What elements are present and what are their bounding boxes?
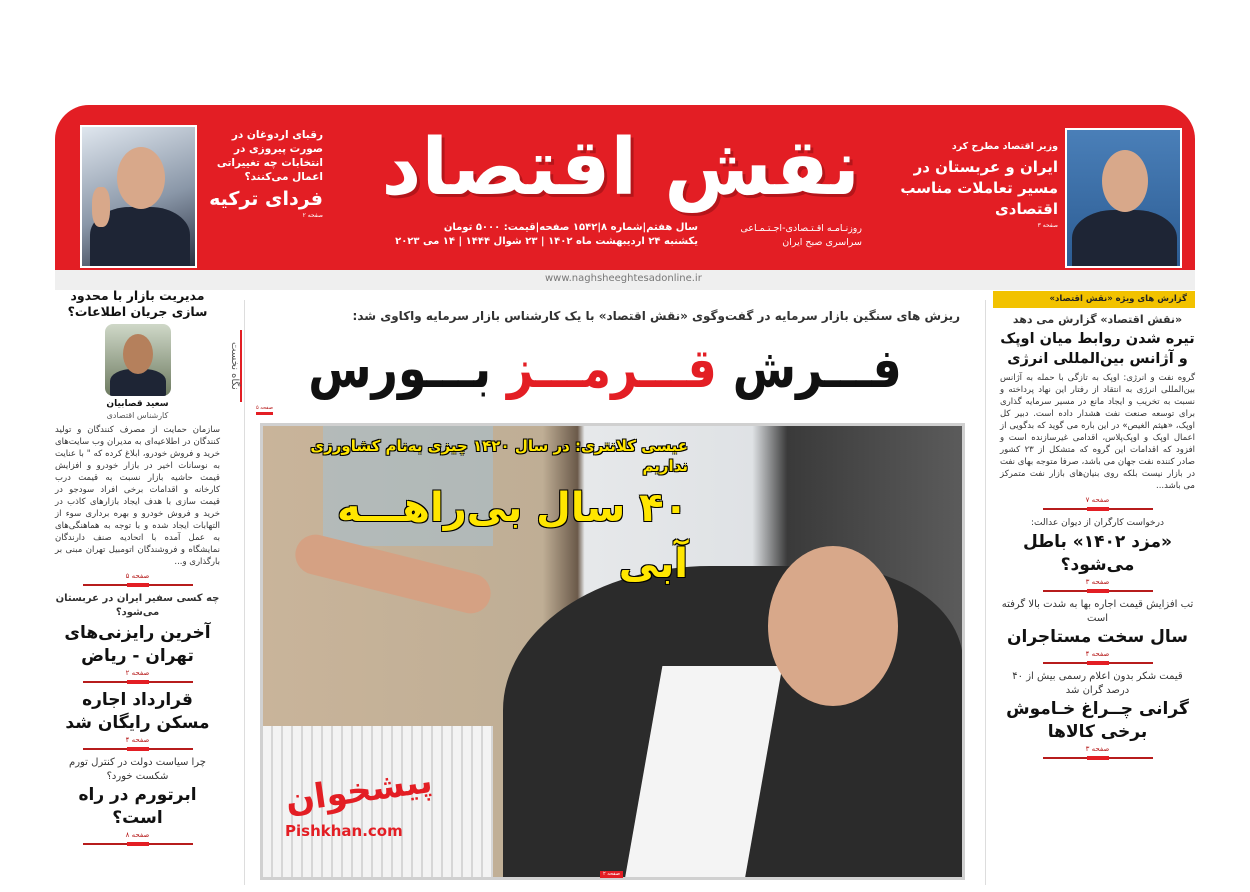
author-title: کارشناس اقتصادی	[106, 411, 169, 420]
right-column	[1000, 313, 1195, 765]
special-reports-label: گزارش های ویژه «نقش اقتصاد»	[993, 291, 1195, 308]
header-left-story[interactable]	[203, 128, 323, 220]
erdogan-photo	[80, 125, 197, 268]
opinion-headline: مدیریت بازار با محدود سازی جریان اطلاعات؟	[67, 288, 208, 319]
opinion-body: سازمان حمایت از مصرف کنندگان و تولید کنندگان در اطلاعیه‌ای به مدیران وب سایت‌های خرید و فروش خودرو، ابلاغ کرده که " با عنایت به نوسانات اخیر در بازار خودرو و افزایش قیمت حاشیه بازار نسبت به قیمت درب کارخانه و اقدامات برخی افراد سودجو در قیمت سازی با هدف ایجاد بازارهای کاذب در خرید و فروش خودرو و بهره برداری سوء از التهابات ایجاد شده و با توجه به هماهنگی‌های به عمل آمده با اتحادیه صنف دارندگان نمایشگاه و فروشندگان اتومبیل تهران مبنی بر بارگذاری و...	[55, 425, 220, 567]
photo-headline: ۴۰ سال بی‌راهـــه آبی	[337, 485, 688, 587]
story-kicker: چه کسی سفیر ایران در عربستان می‌شود؟	[55, 593, 220, 618]
author-name: سعید قصابیان	[106, 399, 169, 409]
divider	[83, 843, 193, 845]
masthead-tagline	[702, 222, 862, 250]
story-page: صفحه ۸	[125, 831, 150, 839]
header-left-kicker: رقبای اردوغان در صورت پیروزی در انتخابات چه تغییراتی اعمال می‌کنند؟	[216, 129, 323, 183]
story-headline: ابرتورم در راه است؟	[78, 785, 197, 828]
website-url[interactable]: www.naghsheeghtesadonline.ir	[545, 273, 702, 284]
divider	[83, 584, 193, 586]
section-label-first-look: نگاه نخست	[224, 330, 242, 402]
minister-photo	[1065, 128, 1182, 268]
headline-red-part: قـــرمـــز	[507, 337, 717, 400]
headline-part-1: فـــرش	[732, 337, 902, 400]
left-story-1[interactable]	[55, 592, 220, 689]
story-page: صفحه ۲	[125, 669, 150, 677]
story-kicker: چرا سیاست دولت در کنترل تورم شکست خورد؟	[69, 757, 206, 782]
left-column	[55, 288, 220, 851]
photo-page: صفحه ۲	[600, 871, 623, 878]
left-story-3[interactable]	[55, 756, 220, 851]
story-page: صفحه ۳	[1085, 745, 1110, 753]
issue-date: یکشنبه ۲۴ اردیبهشت ماه ۱۴۰۲ | ۲۳ شوال ۱۴۴۴ | ۱۴ می ۲۰۲۳	[395, 236, 698, 247]
pishkhan-watermark-url: Pishkhan.com	[285, 822, 403, 840]
main-kicker: ریزش های سنگین بازار سرمایه در گفت‌وگوی «نقش اقتصاد» با یک کارشناس بازار سرمایه واکاوی شد:	[352, 309, 960, 323]
opinion-page: صفحه ۵	[125, 572, 150, 580]
column-divider-right	[985, 300, 986, 885]
header-left-page: صفحه ۲	[302, 212, 323, 219]
story-page: صفحه ۴	[125, 736, 150, 744]
photo-kicker: عیسی کلانتری: در سال ۱۴۲۰ چیزی به‌نام کشاورزی نداریم	[310, 437, 688, 475]
header-right-kicker: وزیر اقتصاد مطرح کرد	[951, 141, 1058, 152]
pishkhan-watermark-logo: پیشخوان	[282, 760, 435, 822]
story-headline: «مزد ۱۴۰۲» باطل می‌شود؟	[1022, 532, 1173, 575]
story-headline: سال سخت مستاجران	[1007, 627, 1188, 647]
story-headline: گرانی چــراغ خـاموش برخی کالاها	[1006, 699, 1189, 742]
lead-kicker: «نقش اقتصاد» گزارش می دهد	[1012, 313, 1183, 326]
header-right-headline: ایران و عربستان در مسیر تعاملات مناسب اقتصادی	[900, 158, 1058, 218]
lead-body: گروه نفت و انرژی: اوپک به تازگی با حمله به آژانس بین‌المللی انرژی به انتقاد از رفتار این نهاد پرداخته و نسبت به تخریب و ایجاد مانع در مسیر سرمایه گذاری برای توسعه صنعت نفت هشدار داده است. دبیر کل اوپک، «هیثم الغیص» در این باره می گوید که بدگویی از اعمال اوپک و اوپک‌پلاس، اقدامی غیرسازنده است و افزود که اقدامات این گروه که متشکل از ۲۳ کشور صادر کننده نفت جهان می باشد، صرفا متوجه بهای نفت در بازار نیست بلکه روی بنیان‌های بازار نفت متمرکز می باشد...	[1000, 373, 1195, 491]
story-kicker: درخواست کارگران از دیوان عدالت:	[1031, 518, 1164, 528]
left-story-2[interactable]	[55, 689, 220, 756]
headline-part-3: بـــورس	[308, 337, 492, 400]
story-headline: آخرین رایزنی‌های تهران - ریاض	[64, 623, 211, 666]
main-headline[interactable]	[303, 330, 907, 408]
divider	[83, 681, 193, 683]
issue-number-price: سال هفتم|شماره ۸|۱۵۴۲ صفحه|قیمت: ۵۰۰۰ تومان	[443, 222, 698, 233]
divider	[1043, 508, 1153, 510]
lead-headline: تیره شدن روابط میان اوپک و آژانس بین‌المللی انرژی	[1000, 331, 1195, 367]
header-right-story[interactable]	[872, 140, 1058, 230]
tagline-line-1: روزنـامـه اقـتـصادی-اجـتـمـاعی	[740, 223, 862, 234]
header-right-page: صفحه ۳	[1037, 222, 1058, 229]
story-page: صفحه ۴	[1085, 650, 1110, 658]
lead-page: صفحه ۷	[1085, 496, 1110, 504]
divider	[1043, 757, 1153, 759]
author-photo	[105, 324, 171, 396]
story-page: صفحه ۳	[1085, 578, 1110, 586]
newspaper-logo: نقش اقتصاد	[381, 123, 860, 213]
right-story-3[interactable]	[1000, 670, 1195, 765]
story-headline: قرارداد اجاره مسکن رایگان شد	[65, 690, 210, 733]
issue-info	[328, 221, 698, 249]
opinion-column[interactable]	[55, 288, 220, 592]
divider	[1043, 590, 1153, 592]
story-kicker: قیمت شکر بدون اعلام رسمی بیش از ۴۰ درصد گران شد	[1012, 671, 1183, 696]
story-kicker: تب افزایش قیمت اجاره بها به شدت بالا گرفته است	[1001, 599, 1194, 624]
main-headline-page: صفحه ۵	[256, 405, 273, 415]
divider	[1043, 662, 1153, 664]
tagline-line-2: سراسری صبح ایران	[782, 237, 862, 248]
person-face	[768, 546, 898, 706]
header-left-headline: فردای ترکیه	[209, 188, 323, 210]
right-story-2[interactable]	[1000, 598, 1195, 670]
column-divider-left	[244, 300, 245, 885]
right-story-1[interactable]	[1000, 516, 1195, 598]
photo-caption[interactable]	[268, 436, 688, 592]
divider	[83, 748, 193, 750]
right-lead-story[interactable]	[1000, 313, 1195, 516]
